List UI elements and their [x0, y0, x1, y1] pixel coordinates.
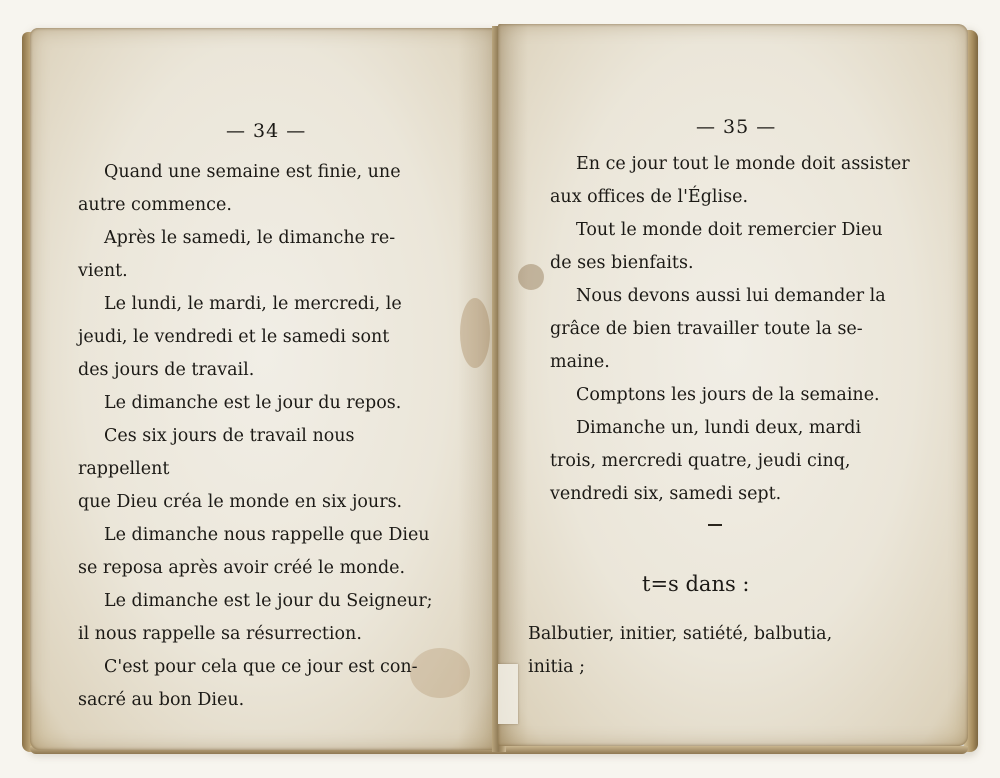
open-book — [22, 22, 977, 754]
paragraph: Le dimanche nous rappelle que Dieu se reposa après avoir créé le monde. — [78, 525, 430, 578]
paragraph: En ce jour tout le monde doit assister aux offices de l'Église. — [550, 154, 910, 207]
left-page — [30, 28, 498, 750]
paragraph: Dimanche un, lundi deux, mardi trois, mercredi quatre, jeudi cinq, vendredi six, samedi sept. — [550, 418, 862, 504]
page-text — [78, 156, 450, 717]
paper-stain — [518, 264, 544, 290]
page-number: — 34 — — [226, 120, 307, 142]
page-number: — 35 — — [696, 116, 777, 138]
paragraph: Tout le monde doit remercier Dieu de ses bienfaits. — [550, 220, 883, 273]
section-separator — [708, 524, 722, 526]
paragraph: Comptons les jours de la semaine. — [576, 385, 880, 405]
paragraph: Quand une semaine est finie, une autre commence. — [78, 162, 401, 215]
right-page — [498, 24, 968, 746]
paragraph: Ces six jours de travail nous rappellent que Dieu créa le monde en six jours. — [78, 426, 403, 512]
paragraph: Le dimanche est le jour du Seigneur; il nous rappelle sa résurrection. — [78, 591, 433, 644]
paragraph: Nous devons aussi lui demander la grâce de bien travailler toute la se- maine. — [550, 286, 886, 372]
paper-tear — [498, 664, 518, 724]
paragraph: Le lundi, le mardi, le mercredi, le jeudi, le vendredi et le samedi sont des jours de travail. — [78, 294, 402, 380]
paragraph: Le dimanche est le jour du repos. — [104, 393, 402, 413]
example-words: Balbutier, initier, satiété, balbutia, initia ; — [528, 624, 833, 677]
paragraph: C'est pour cela que ce jour est con- sacré au bon Dieu. — [78, 657, 418, 710]
page-text — [550, 148, 934, 511]
paragraph: Après le samedi, le dimanche re- vient. — [78, 228, 396, 281]
section-heading: t=s dans : — [642, 572, 750, 596]
paper-stain — [460, 298, 490, 368]
